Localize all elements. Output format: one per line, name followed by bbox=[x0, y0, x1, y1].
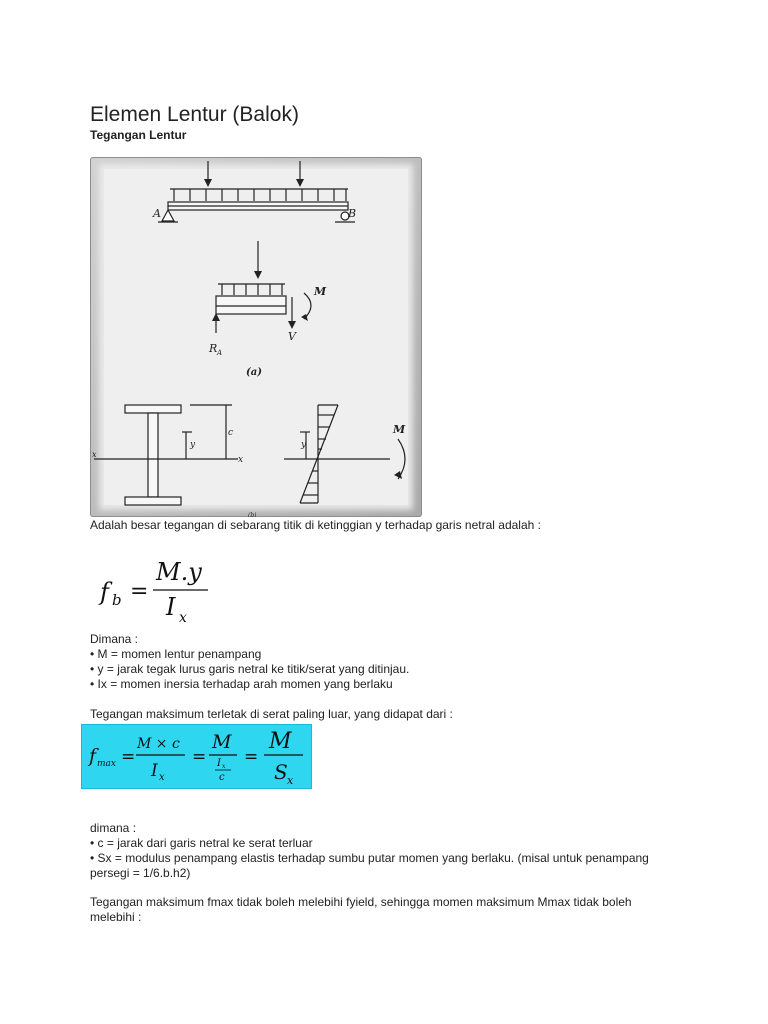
formula1-numerator: M.y bbox=[156, 558, 202, 586]
formula2-den2-top-sub: x bbox=[222, 763, 226, 770]
intro-paragraph: Adalah besar tegangan di sebarang titik di ketinggian y terhadap garis netral adalah : bbox=[90, 518, 541, 532]
label-x-right: x bbox=[238, 455, 244, 465]
beam-top-diagram bbox=[158, 161, 355, 222]
max-stress-formula-svg bbox=[81, 724, 312, 789]
formula2-den2-top: I bbox=[217, 758, 221, 769]
formula2-num3: M bbox=[269, 729, 292, 754]
formula2-den1-sub: x bbox=[159, 772, 165, 783]
formula2-num1: M × c bbox=[137, 736, 180, 752]
label-moment-2: M bbox=[393, 423, 406, 436]
label-y-right: y bbox=[301, 440, 307, 450]
definition-item: • Sx = modulus penampang elastis terhadap sumbu putar momen yang berlaku. (misal untuk penampang bbox=[90, 851, 649, 865]
label-c: c bbox=[228, 428, 234, 438]
final-line: Tegangan maksimum fmax tidak boleh melebihi fyield, sehingga momen maksimum Mmax tidak boleh bbox=[90, 895, 632, 909]
formula2-lhs-sub: max bbox=[97, 759, 116, 769]
definitions-heading-2: dimana : bbox=[90, 821, 137, 835]
label-x-left: x bbox=[92, 450, 97, 459]
definition-item: • c = jarak dari garis netral ke serat terluar bbox=[90, 836, 313, 850]
final-paragraph bbox=[90, 895, 690, 925]
support-a bbox=[162, 210, 174, 221]
beam-figure bbox=[90, 157, 422, 517]
section-subtitle: Tegangan Lentur bbox=[90, 128, 187, 142]
formula2-den2-bottom: c bbox=[219, 772, 225, 783]
max-stress-formula bbox=[81, 724, 312, 789]
label-reaction-sub: A bbox=[217, 349, 223, 357]
definitions-heading-1: Dimana : bbox=[90, 632, 139, 646]
definitions-list-2 bbox=[90, 821, 700, 881]
max-stress-intro: Tegangan maksimum terletak di serat paling luar, yang didapat dari : bbox=[90, 707, 453, 721]
formula2-equals-2: = bbox=[192, 747, 207, 767]
label-part-a: (a) bbox=[246, 367, 262, 378]
formula1-lhs-sub: b bbox=[112, 591, 122, 609]
final-line: melebihi : bbox=[90, 910, 142, 924]
label-shear: V bbox=[288, 330, 296, 343]
definition-item: persegi = 1/6.b.h2) bbox=[90, 866, 191, 880]
load-arrows-top bbox=[174, 189, 346, 201]
formula1-denominator-sub: x bbox=[179, 610, 187, 626]
formula1-denominator: I bbox=[166, 593, 176, 621]
formula2-num2: M bbox=[212, 731, 232, 753]
beam-segment-diagram bbox=[212, 241, 311, 333]
label-part-b: (b) bbox=[248, 512, 257, 517]
definition-item: • M = momen lentur penampang bbox=[90, 647, 262, 661]
formula2-den3: S bbox=[274, 760, 288, 784]
bending-stress-formula bbox=[96, 553, 236, 628]
formula1-lhs: f bbox=[100, 578, 109, 606]
formula2-den1: I bbox=[151, 761, 158, 781]
definitions-list-1 bbox=[90, 632, 409, 692]
beam-diagram-svg bbox=[90, 157, 422, 517]
definition-item: • y = jarak tegak lurus garis netral ke titik/serat yang ditinjau. bbox=[90, 662, 410, 676]
formula1-equals: = bbox=[130, 579, 149, 604]
stress-distribution-diagram bbox=[284, 405, 405, 503]
formula2-equals-1: = bbox=[121, 747, 136, 767]
definition-item: • Ix = momen inersia terhadap arah momen yang berlaku bbox=[90, 677, 393, 691]
label-support-b: B bbox=[348, 207, 357, 220]
label-support-a: A bbox=[153, 207, 161, 220]
page-title: Elemen Lentur (Balok) bbox=[90, 103, 299, 126]
i-section-diagram bbox=[94, 405, 238, 505]
label-y-left: y bbox=[190, 440, 196, 450]
label-reaction: R bbox=[209, 342, 218, 355]
label-moment-1: M bbox=[314, 285, 327, 298]
formula2-equals-3: = bbox=[244, 747, 259, 767]
formula2-lhs: f bbox=[89, 745, 97, 767]
formula2-den3-sub: x bbox=[287, 774, 294, 787]
